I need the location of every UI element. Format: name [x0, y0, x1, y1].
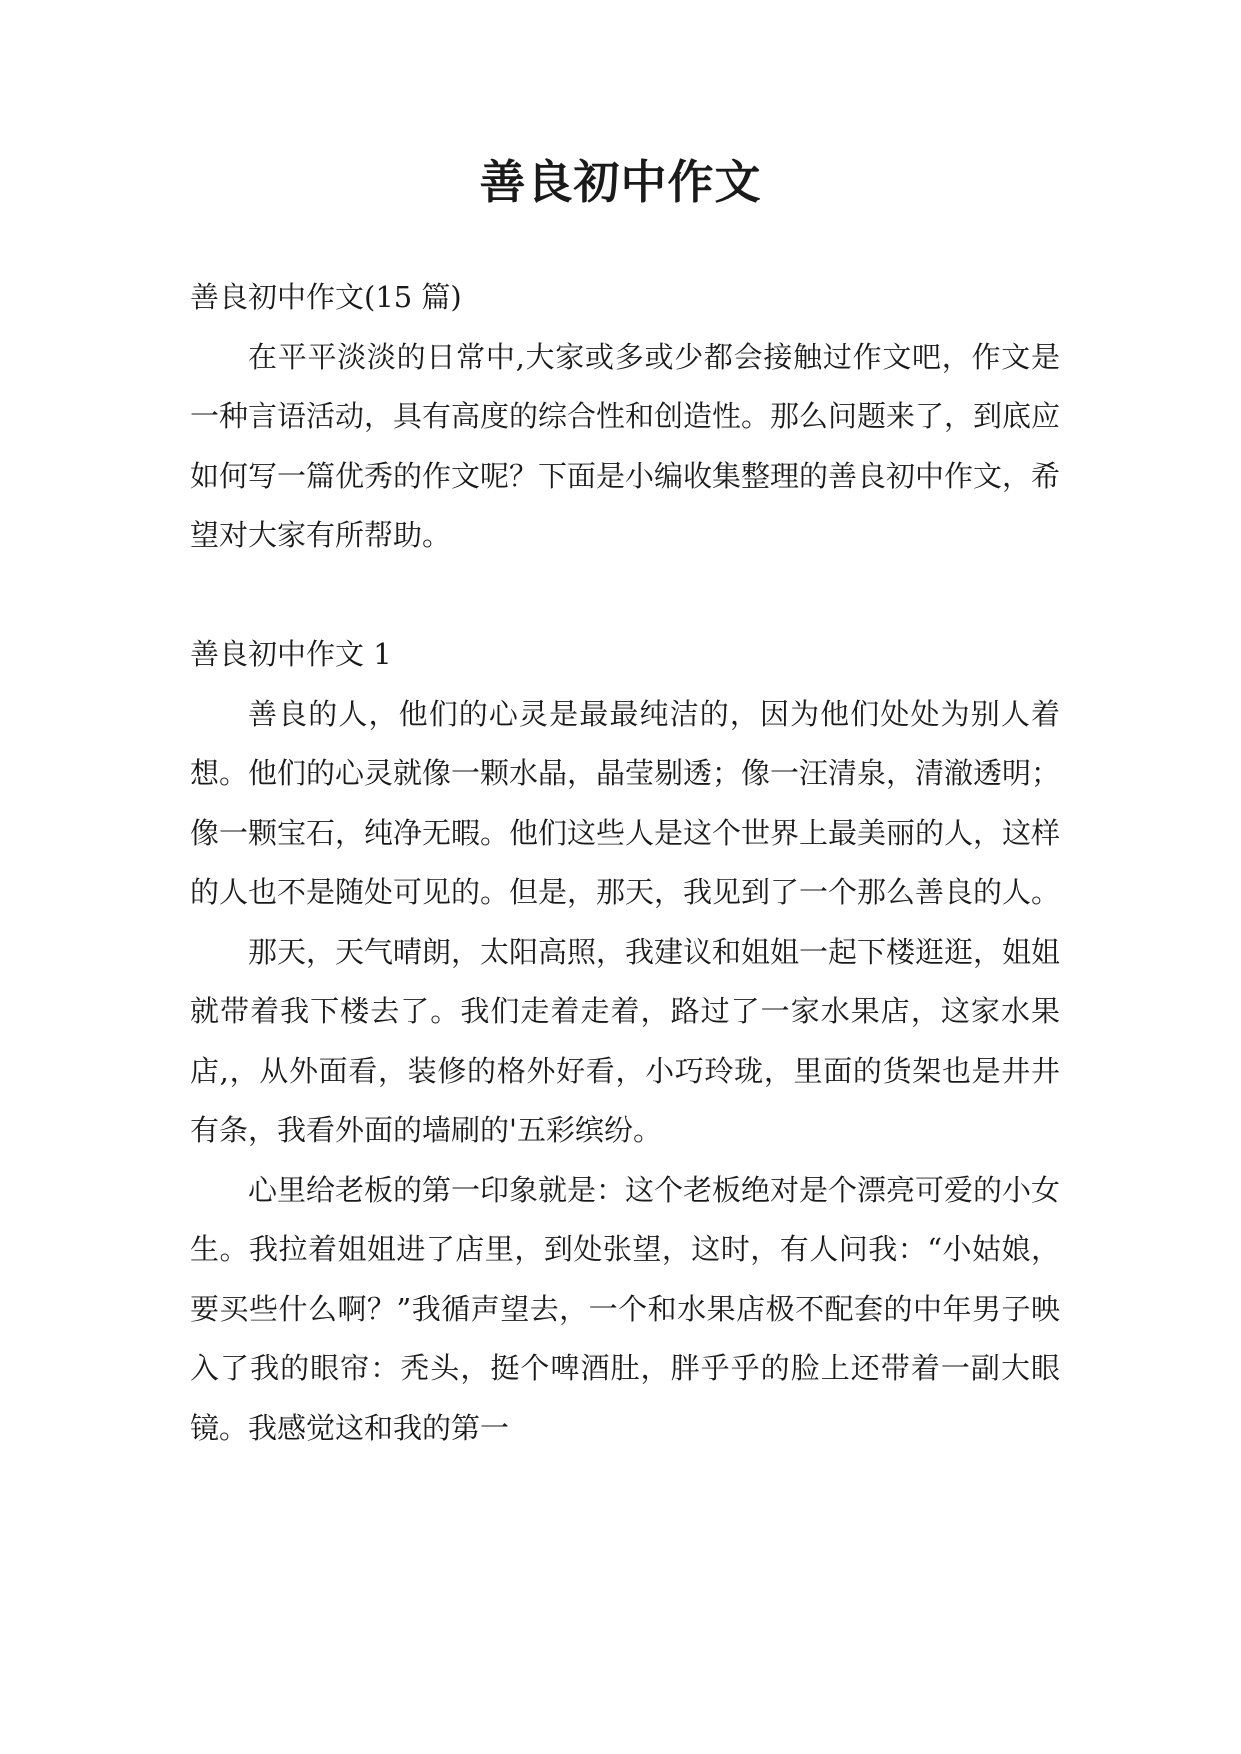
section-heading: 善良初中作文 1: [190, 637, 392, 671]
section-gap: [190, 566, 1060, 626]
document-title: 善良初中作文: [479, 155, 762, 209]
document-body: [190, 268, 1060, 1458]
body-paragraph: 那天，天气晴朗，太阳高照，我建议和姐姐一起下楼逛逛，姐姐就带着我下楼去了。我们走着走着，路过了一家水果店，这家水果店,，从外面看，装修的格外好看，小巧玲珑，里面的货架也是井井有条，我看外面的墙刷的'五彩缤纷。: [190, 934, 1061, 1147]
intro-paragraph: 在平平淡淡的日常中,大家或多或少都会接触过作文吧，作文是一种言语活动，具有高度的综合性和创造性。那么问题来了，到底应如何写一篇优秀的作文呢？下面是小编收集整理的善良初中作文，希望对大家有所帮助。: [190, 339, 1061, 552]
body-paragraph: 心里给老板的第一印象就是：这个老板绝对是个漂亮可爱的小女生。我拉着姐姐进了店里，到处张望，这时，有人问我：“小姑娘，要买些什么啊？”我循声望去，一个和水果店极不配套的中年男子映入了我的眼帘：秃头，挺个啤酒肚，胖乎乎的脸上还带着一副大眼镜。我感觉这和我的第一: [190, 1172, 1061, 1445]
document-subtitle: 善良初中作文(15 篇): [190, 280, 462, 314]
body-paragraph: 善良的人，他们的心灵是最最纯洁的，因为他们处处为别人着想。他们的心灵就像一颗水晶，晶莹剔透；像一汪清泉，清澈透明；像一颗宝石，纯净无暇。他们这些人是这个世界上最美丽的人，这样的人也不是随处可见的。但是，那天，我见到了一个那么善良的人。: [190, 696, 1061, 909]
